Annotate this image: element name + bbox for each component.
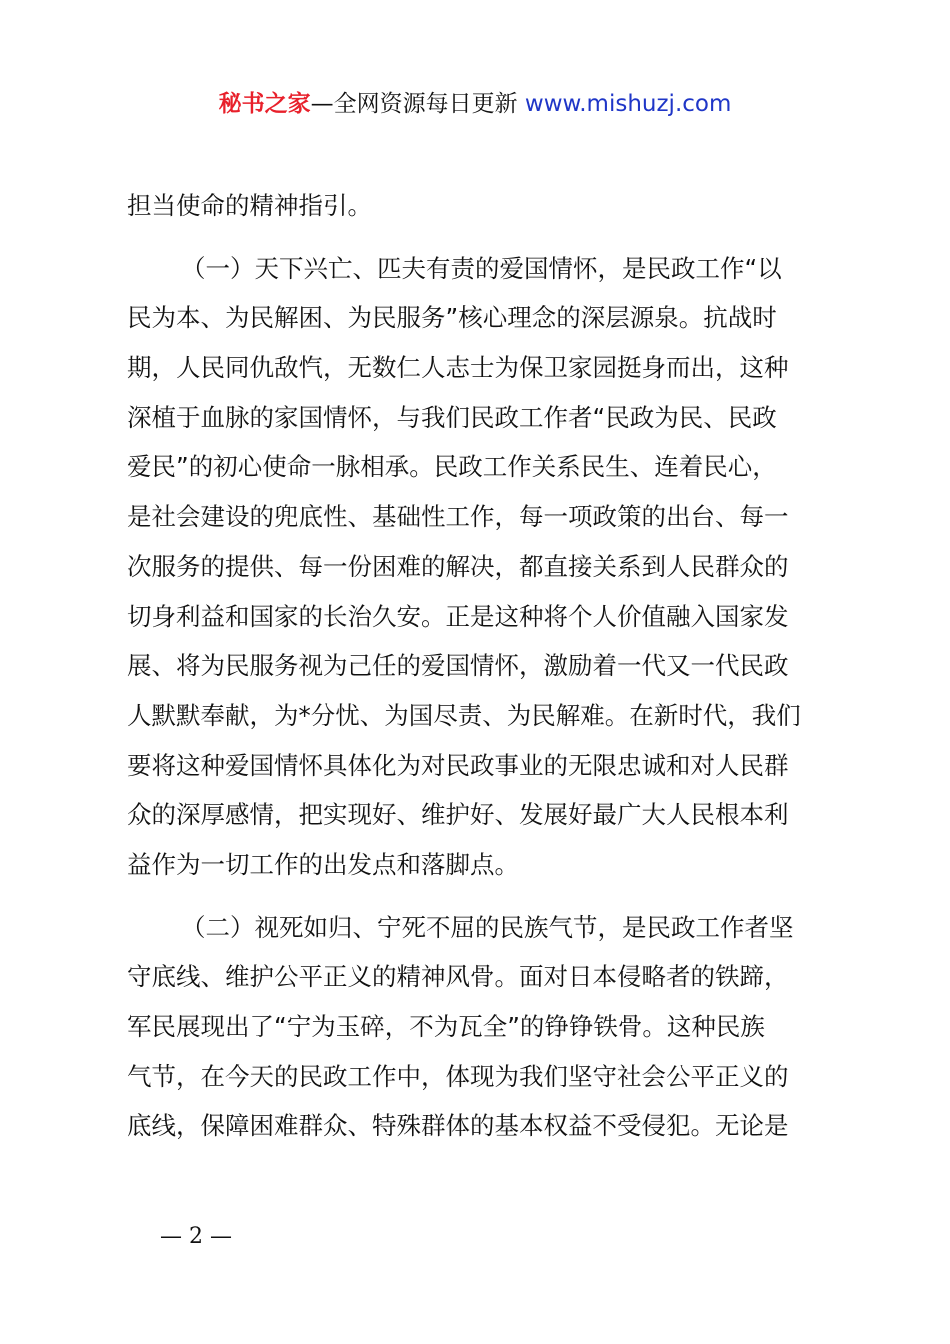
text-line: 底线，保障困难群众、特殊群体的基本权益不受侵犯。无论是 [127, 1111, 789, 1141]
article-body [127, 181, 833, 1151]
page-number: — 2 — [160, 1224, 232, 1249]
site-url-link[interactable]: www.mishuzj.com [524, 91, 732, 117]
text-line: 爱民”的初心使命一脉相承。民政工作关系民生、连着民心， [127, 452, 777, 482]
text-line: 要将这种爱国情怀具体化为对民政事业的无限忠诚和对人民群 [127, 750, 789, 780]
text-line: 深植于血脉的家国情怀，与我们民政工作者“民政为民、民政 [127, 402, 777, 432]
brand-name: 秘书之家 [218, 91, 311, 117]
text-line: 是社会建设的兜底性、基础性工作，每一项政策的出台、每一 [127, 502, 789, 532]
paragraph-2-start: （二）视死如归、宁死不屈的民族气节，是民政工作者坚 [181, 912, 794, 942]
text-line: 民为本、为民解困、为民服务”核心理念的深层源泉。抗战时 [127, 303, 777, 333]
paragraph-1-start: （一）天下兴亡、匹夫有责的爱国情怀，是民政工作“以 [181, 253, 782, 283]
text-line: 军民展现出了“宁为玉碎，不为瓦全”的铮铮铁骨。这种民族 [127, 1012, 765, 1041]
text-line: 展、将为民服务视为己任的爱国情怀，激励着一代又一代民政 [127, 651, 789, 681]
header-tagline: —全网资源每日更新 [310, 91, 518, 117]
text-line: 众的深厚感情，把实现好、维护好、发展好最广大人民根本利 [127, 800, 789, 830]
site-header [0, 88, 950, 120]
text-line: 益作为一切工作的出发点和落脚点。 [127, 849, 519, 879]
text-line: 守底线、维护公平正义的精神风骨。面对日本侵略者的铁蹄， [127, 962, 789, 992]
text-line: 切身利益和国家的长治久安。正是这种将个人价值融入国家发 [127, 601, 789, 631]
text-line: 气节，在今天的民政工作中，体现为我们坚守社会公平正义的 [127, 1061, 789, 1091]
text-line: 人默默奉献，为*分忧、为国尽责、为民解难。在新时代，我们 [127, 700, 801, 730]
text-line: 担当使命的精神指引。 [127, 191, 372, 220]
text-line: 次服务的提供、每一份困难的解决，都直接关系到人民群众的 [127, 551, 789, 581]
text-line: 期，人民同仇敌忾，无数仁人志士为保卫家园挺身而出，这种 [127, 353, 789, 383]
